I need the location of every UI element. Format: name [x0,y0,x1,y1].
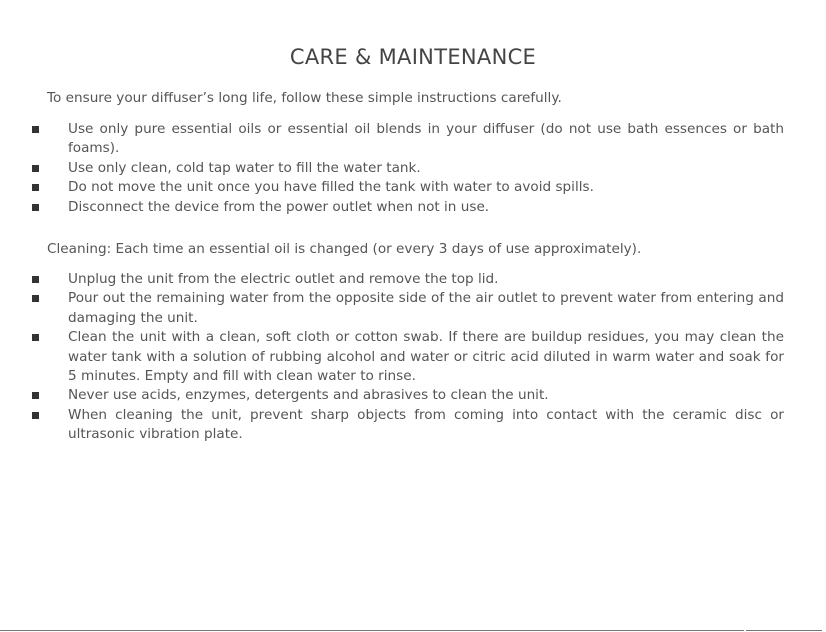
list-item [0,120,826,159]
square-bullet-icon [32,165,39,172]
cleaning-heading: Cleaning: Each time an essential oil is changed (or every 3 days of use approximately). [47,241,642,257]
square-bullet-icon [32,392,39,399]
list-item [0,270,826,289]
list-item-text: Use only pure essential oils or essential oil blends in your diffuser (do not use bath essences or bath foams). [68,121,784,157]
list-item [0,198,826,217]
list-item-text: Clean the unit with a clean, soft cloth or cotton swab. If there are buildup residues, you may clean the water tank with a solution of rubbing alcohol and water or citric acid diluted in warm water and soak for 5 minutes. Empty and fill with clean water to rinse. [68,329,784,385]
square-bullet-icon [32,204,39,211]
square-bullet-icon [32,126,39,133]
list-item-text: Unplug the unit from the electric outlet and remove the top lid. [68,271,499,287]
footer-divider [746,630,822,631]
list-item-text: Pour out the remaining water from the opposite side of the air outlet to prevent water from entering and damaging the unit. [68,290,784,326]
usage-instructions-list [0,120,826,217]
list-item [0,289,826,328]
list-item-text: Never use acids, enzymes, detergents and abrasives to clean the unit. [68,387,549,404]
square-bullet-icon [32,184,39,191]
cleaning-instructions-list [0,270,826,445]
list-item-text: Use only clean, cold tap water to fill the water tank. [68,159,421,176]
square-bullet-icon [32,295,39,302]
list-item [0,406,826,445]
intro-text: To ensure your diffuser’s long life, follow these simple instructions carefully. [47,90,562,106]
list-item [0,386,826,405]
list-item-text: Disconnect the device from the power outlet when not in use. [68,198,490,215]
square-bullet-icon [32,334,39,341]
list-item [0,159,826,178]
list-item-text: When cleaning the unit, prevent sharp objects from coming into contact with the ceramic disc or ultrasonic vibration plate. [68,406,784,443]
square-bullet-icon [32,276,39,283]
square-bullet-icon [32,412,39,419]
list-item [0,178,826,197]
list-item-text: Do not move the unit once you have filled the tank with water to avoid spills. [68,179,594,196]
footer-divider [0,630,744,631]
list-item [0,328,826,386]
page-title: CARE & MAINTENANCE [289,45,537,69]
